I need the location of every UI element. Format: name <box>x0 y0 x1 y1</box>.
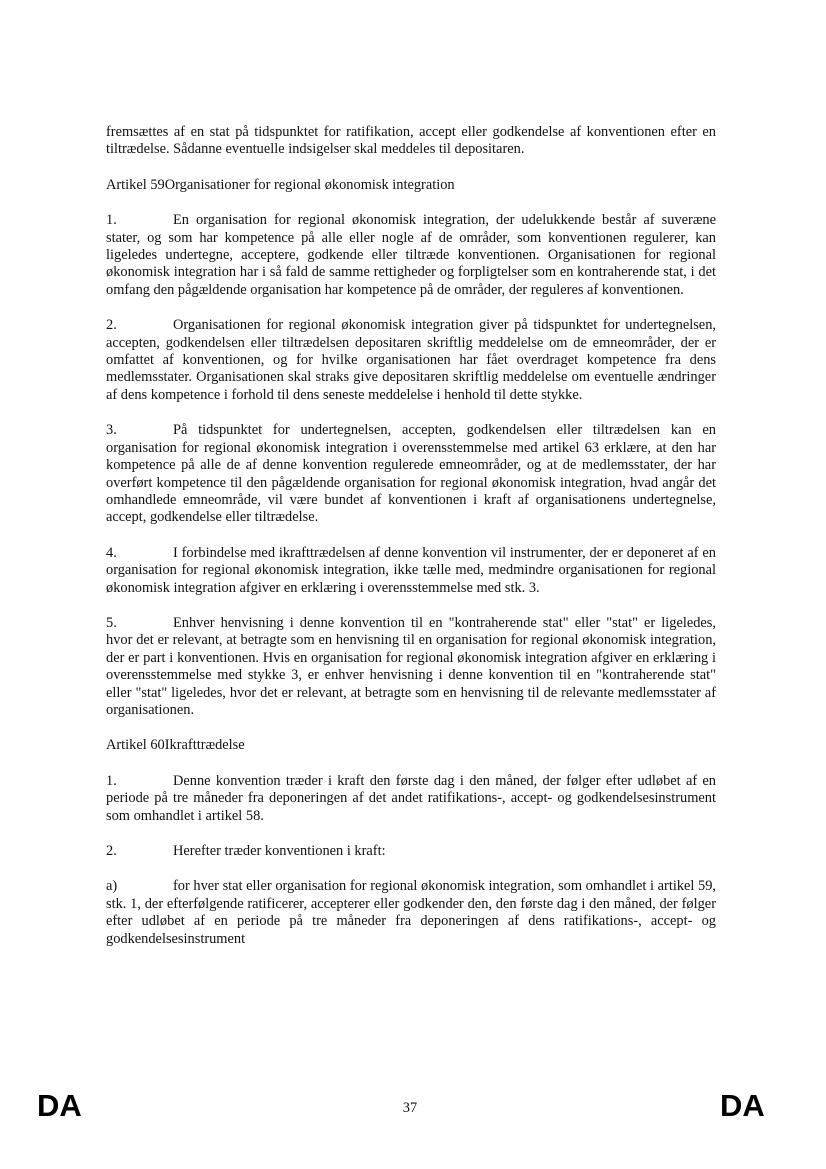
page-number: 37 <box>402 1100 418 1116</box>
article-60-paragraph-1: 1. Denne konvention træder i kraft den første dag i den måned, der følger efter udløbet af en periode på tre måneder fra deponeringen af det andet ratifikations-, accept- og godkendelsesinstrument som omhandlet i artikel 58. <box>106 772 716 824</box>
paragraph-number: 5. <box>106 614 117 631</box>
article-59-paragraph-5: 5. Enhver henvisning i denne konvention til en "kontraherende stat" eller "stat" er ligeledes, hvor det er relevant, at betragte som en henvisning til en organisation for regional økonomisk integration, der er part i konventionen. Hvis en organisation for regional økonomisk integration afgiver en erklæring i overensstemmelse med stykke 3, er enhver henvisning i denne konvention til en "kontraherende stat" eller "stat" ligeledes, hvor det er relevant, at betragte som en henvisning til de relevante medlemsstater af organisationen. <box>106 614 716 718</box>
paragraph-number: 1. <box>106 772 117 789</box>
article-60-paragraph-2: 2. Herefter træder konventionen i kraft: <box>106 843 386 859</box>
article-59-paragraph-3: 3. På tidspunktet for undertegnelsen, accepten, godkendelsen eller tiltrædelsen kan en organisation for regional økonomisk integration i overensstemmelse med artikel 63 erklære, at den har kompetence på alle de af denne konvention regulerede emneområder, og at de medlemsstater, der har overført kompetence til den pågældende organisation for regional økonomisk integration, hvad angår det omhandlede emneområde, vil være bundet af konventionen i kraft af organisationens undertegnelse, accept, godkendelse eller tiltrædelse. <box>106 422 716 526</box>
paragraph-number: 1. <box>106 212 117 229</box>
article-60-heading: Artikel 60Ikrafttrædelse <box>106 737 245 754</box>
item-letter: a) <box>106 878 118 895</box>
paragraph-continuation: fremsættes af en stat på tidspunktet for ratifikation, accept eller godkendelse af konventionen efter en tiltrædelse. Sådanne eventuelle indsigelser skal meddeles til depositaren. <box>106 124 716 158</box>
article-60-item-a: a) for hver stat eller organisation for regional økonomisk integration, som omhandlet i artikel 59, stk. 1, der efterfølgende ratificerer, accepterer eller godkender den, den første dag i den måned, der følger efter udløbet af en periode på tre måneder fra deponeringen af dens ratifikations-, accept- og godkendelsesinstrument <box>106 878 716 947</box>
paragraph-number: 2. <box>106 843 117 859</box>
paragraph-number: 2. <box>106 317 117 334</box>
language-code-right: DA <box>720 1088 765 1123</box>
article-59-paragraph-1: 1. En organisation for regional økonomisk integration, der udelukkende består af suveræne stater, og som har kompetence på alle eller nogle af de områder, som konventionen regulerer, kan ligeledes undertegne, acceptere, godkende eller tiltræde konventionen. Organisationen for regional økonomisk integration har i så fald de samme rettigheder og forpligtelser som en kontraherende stat, i det omfang den pågældende organisation har kompetence på de områder, der reguleres af konventionen. <box>106 212 716 298</box>
paragraph-number: 4. <box>106 544 117 561</box>
article-59-paragraph-4: 4. I forbindelse med ikrafttrædelsen af denne konvention vil instrumenter, der er deponeret af en organisation for regional økonomisk integration, ikke tælle med, medmindre organisationen for regional økonomisk integration afgiver en erklæring i overensstemmelse med stk. 3. <box>106 544 716 596</box>
paragraph-number: 3. <box>106 422 117 439</box>
article-59-paragraph-2: 2. Organisationen for regional økonomisk integration giver på tidspunktet for undertegnelsen, accepten, godkendelsen eller tiltrædelsen depositaren skriftlig meddelelse om de emneområder, der er omfattet af konventionen, og for hvilke organisationen har fået overdraget kompetence fra dens medlemsstater. Organisationen skal straks give depositaren skriftlig meddelelse om eventuelle ændringer af dens kompetence i forhold til dens seneste meddelelse i henhold til dette stykke. <box>106 317 716 403</box>
document-body <box>106 124 716 966</box>
article-59-heading: Artikel 59Organisationer for regional økonomisk integration <box>106 176 455 193</box>
language-code-left: DA <box>37 1088 82 1123</box>
